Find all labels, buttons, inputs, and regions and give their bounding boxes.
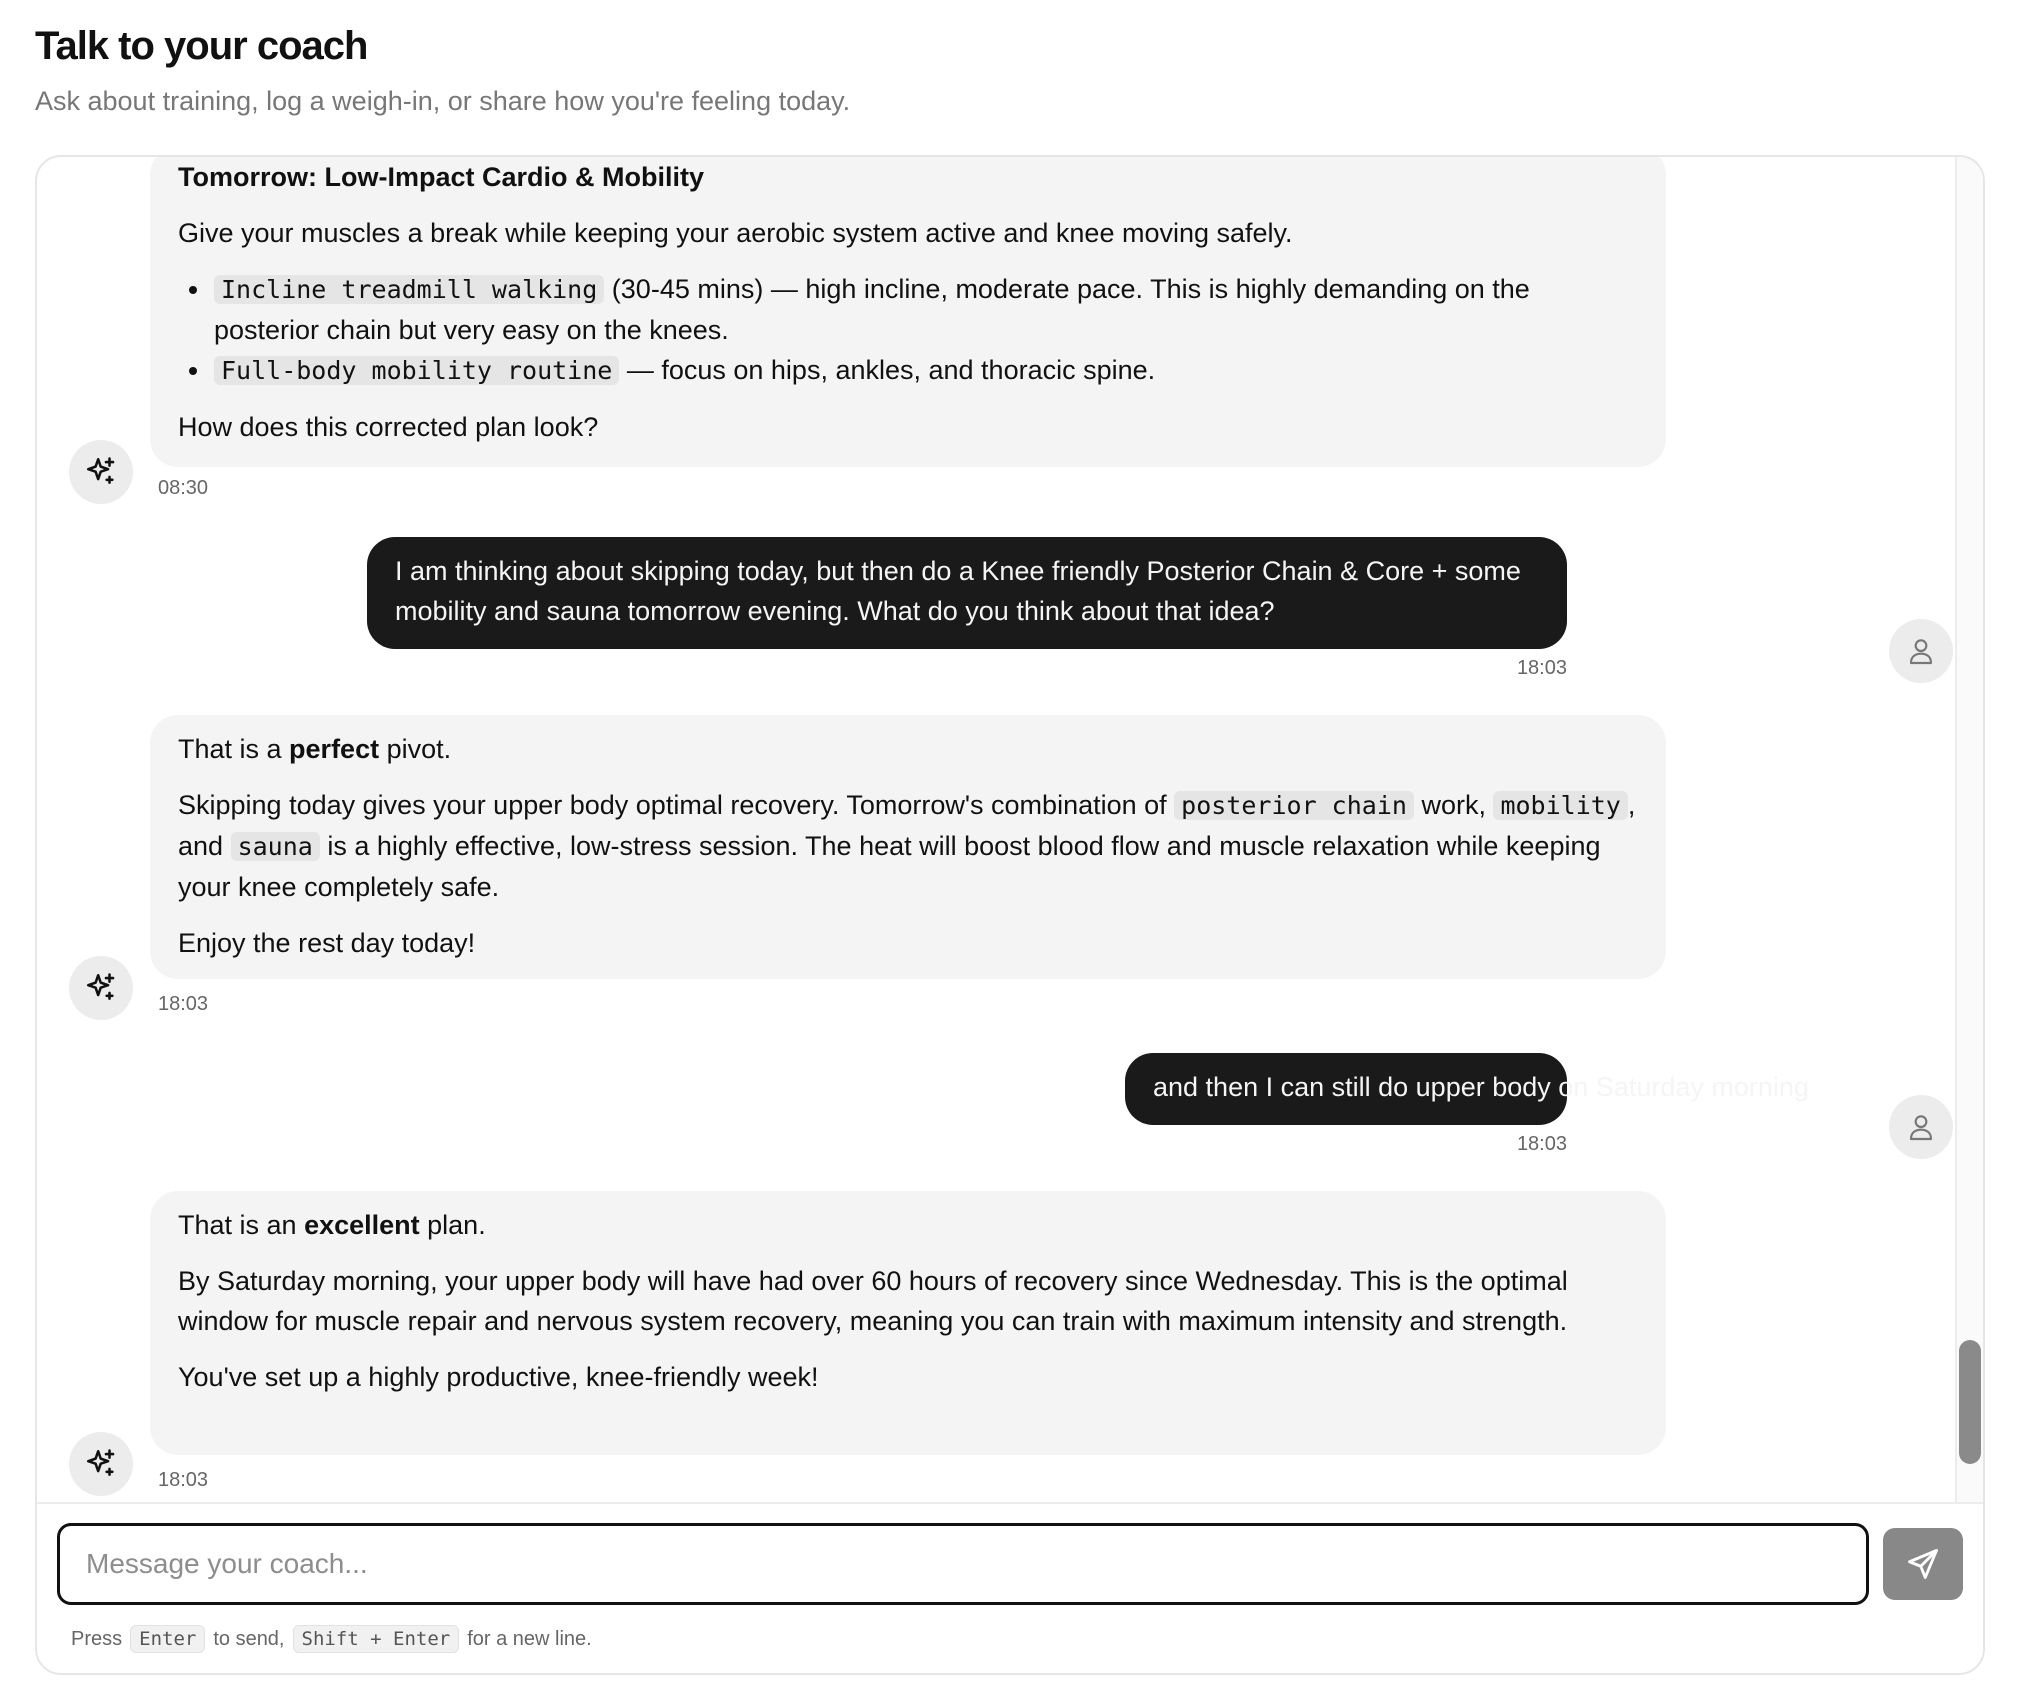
message-timestamp: 18:03: [1516, 657, 1567, 679]
message-paragraph: Enjoy the rest day today!: [178, 928, 476, 958]
user-avatar: [1889, 1095, 1953, 1159]
list-item: Full-body mobility routine — focus on hips, ankles, and thoracic spine.: [214, 350, 1638, 391]
coach-avatar: [69, 440, 133, 504]
message-timestamp: 18:03: [1516, 1133, 1567, 1155]
message-paragraph: That is an excellent plan.: [178, 1210, 486, 1240]
inline-code: sauna: [231, 832, 320, 861]
shift-enter-key: Shift + Enter: [293, 1625, 460, 1653]
chat-panel: [35, 155, 1985, 1675]
user-message: I am thinking about skipping today, but then do a Knee friendly Posterior Chain & Core + some mobility and sauna tomorrow evening. What do you think about that idea?: [367, 537, 1567, 649]
scrollbar-thumb[interactable]: [1959, 1340, 1981, 1464]
sparkles-icon: [84, 971, 118, 1005]
keyboard-hint: Press Enter to send, Shift + Enter for a new line.: [69, 1621, 594, 1657]
message-input[interactable]: [57, 1523, 1869, 1605]
inline-code: Full-body mobility routine: [214, 356, 619, 385]
sparkles-icon: [84, 455, 118, 489]
message-timestamp: 18:03: [158, 993, 209, 1015]
message-paragraph: That is a perfect pivot.: [178, 734, 452, 764]
inline-code: posterior chain: [1174, 791, 1414, 820]
user-message: and then I can still do upper body on Saturday morning: [1125, 1053, 1567, 1125]
message-paragraph: By Saturday morning, your upper body will have had over 60 hours of recovery since Wednesday. This is the optimal window for muscle repair and nervous system recovery, meaning you can train with maximum intensity and strength.: [178, 1266, 1568, 1336]
message-list[interactable]: [37, 157, 1955, 1502]
coach-message: [150, 1191, 1666, 1455]
send-button[interactable]: [1883, 1528, 1963, 1600]
list-item: Incline treadmill walking (30-45 mins) — high incline, moderate pace. This is highly demanding on the posterior chain but very easy on the knees.: [214, 269, 1638, 350]
message-bullet-list: [178, 269, 1638, 391]
message-paragraph: Give your muscles a break while keeping your aerobic system active and knee moving safely.: [178, 218, 1293, 248]
coach-message: [150, 157, 1666, 467]
enter-key: Enter: [130, 1625, 205, 1653]
message-paragraph: Skipping today gives your upper body optimal recovery. Tomorrow's combination of posterior chain work, mobility , and sauna is a highly effective, low-stress session. The heat will boost blood flow and muscle relaxation while keeping your knee completely safe.: [178, 790, 1636, 902]
message-paragraph: How does this corrected plan look?: [178, 412, 599, 442]
coach-avatar: [69, 1432, 133, 1496]
user-icon: [1905, 1111, 1937, 1143]
scrollbar-track[interactable]: [1955, 157, 1985, 1502]
message-heading: Tomorrow: Low-Impact Cardio & Mobility: [178, 162, 704, 192]
inline-code: mobility: [1493, 791, 1627, 820]
page-subtitle: Ask about training, log a weigh-in, or share how you're feeling today.: [35, 86, 851, 116]
user-avatar: [1889, 619, 1953, 683]
message-timestamp: 18:03: [158, 1469, 209, 1491]
coach-avatar: [69, 956, 133, 1020]
paper-plane-icon: [1905, 1546, 1941, 1582]
composer-divider: [37, 1502, 1985, 1504]
user-icon: [1905, 635, 1937, 667]
coach-message: [150, 715, 1666, 979]
message-timestamp: 08:30: [158, 477, 209, 499]
inline-code: Incline treadmill walking: [214, 275, 604, 304]
message-paragraph: You've set up a highly productive, knee-friendly week!: [178, 1362, 819, 1392]
page-title: Talk to your coach: [35, 24, 368, 68]
sparkles-icon: [84, 1447, 118, 1481]
